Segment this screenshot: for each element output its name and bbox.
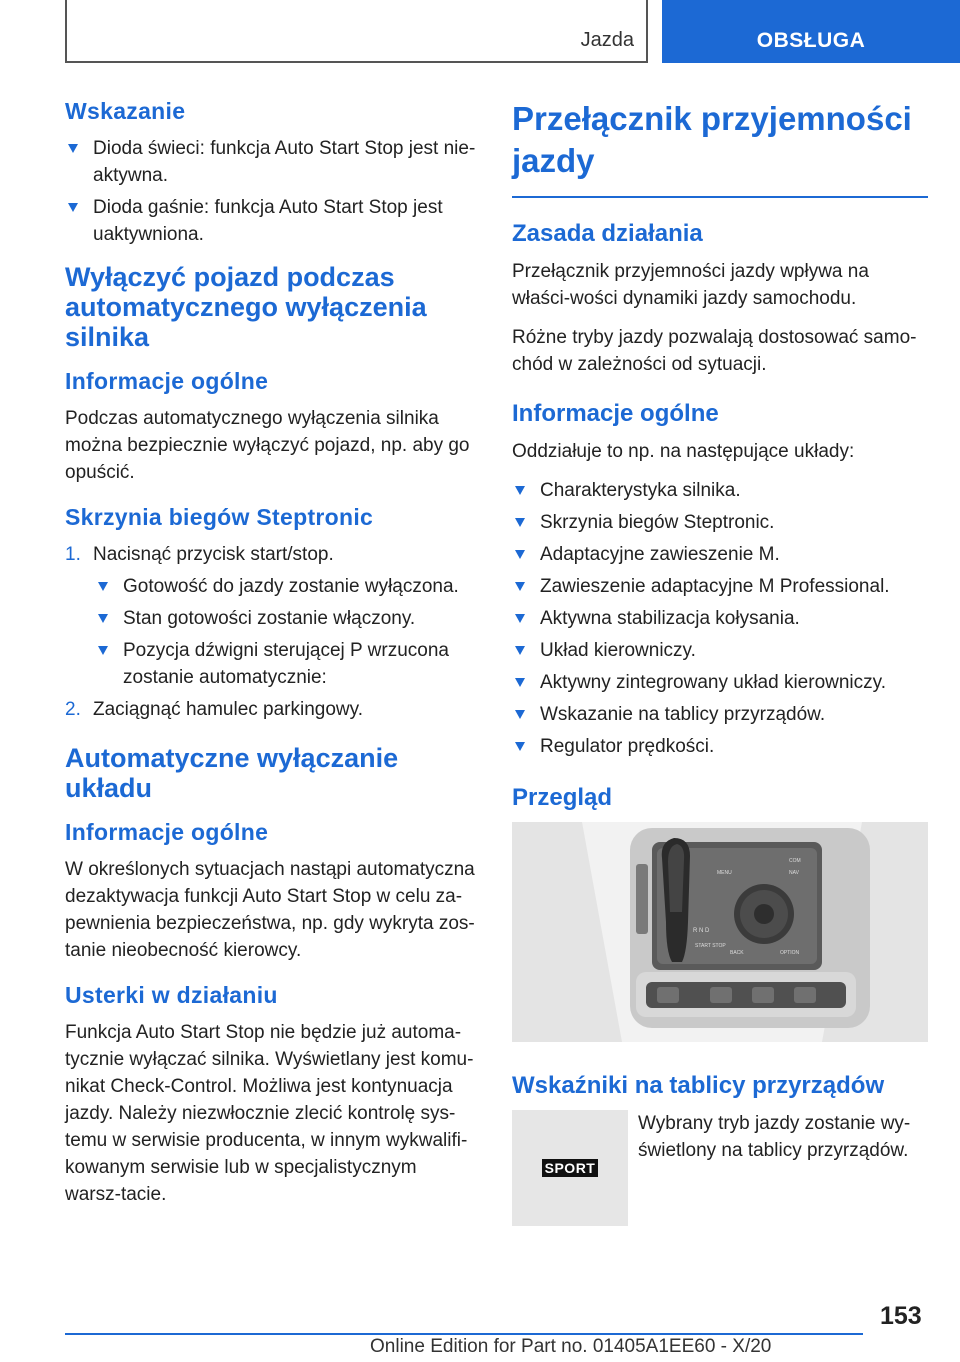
usterki-text: Funkcja Auto Start Stop nie będzie już automa-tycznie wyłączać silnika. Wyświetlany jest komu-nikat Check-Control. Możliwa jest kontynuacja jazdy. Należy niezwłocznie zlecić kontrolę sys-temu w serwisie producenta, w innym wykwalifi-kowanym serwisie lub w specjalistycznym warsz-tacie.	[65, 1022, 474, 1205]
list-item	[512, 669, 928, 696]
triangle-bullet-icon	[98, 646, 108, 655]
steptronic-heading: Skrzynia biegów Steptronic	[65, 504, 374, 530]
list-item-text: Charakterystyka silnika.	[540, 480, 741, 501]
header-section-box	[65, 0, 648, 63]
list-item	[65, 637, 477, 691]
step-item	[65, 696, 477, 723]
list-item	[512, 605, 928, 632]
step-number: 1.	[65, 544, 81, 565]
wskazniki-text: Wybrany tryb jazdy zostanie wy-świetlony na tablicy przyrządów.	[638, 1113, 911, 1161]
wylaczyc-heading: Wyłączyć pojazd podczas automatycznego wyłączenia silnika	[65, 262, 427, 352]
sport-badge: SPORT	[542, 1159, 599, 1177]
zasada-text-1: Przełącznik przyjemności jazdy wpływa na właści-wości dynamiki jazdy samochodu.	[512, 261, 869, 309]
zasada-text-2: Różne tryby jazdy pozwalają dostosować samo-chód w zależności od sytuacji.	[512, 327, 917, 375]
triangle-bullet-icon	[515, 710, 525, 719]
przeglad-heading: Przegląd	[512, 784, 613, 811]
triangle-bullet-icon	[68, 144, 78, 153]
auto-off-heading: Automatyczne wyłączanie układu	[65, 743, 399, 803]
usterki-heading: Usterki w działaniu	[65, 982, 278, 1008]
triangle-bullet-icon	[68, 203, 78, 212]
back-label: BACK	[730, 950, 744, 956]
left-column	[65, 98, 477, 1220]
list-item-text: Adaptacyjne zawieszenie M.	[540, 544, 780, 565]
list-item-text: Dioda świeci: funkcja Auto Start Stop jest nie-aktywna.	[93, 138, 476, 186]
auto-off-subheading: Informacje ogólne	[65, 819, 269, 845]
com-label: COM	[789, 858, 801, 864]
list-item-text: Pozycja dźwigni sterującej P wrzucona zostanie automatycznie:	[123, 640, 449, 688]
center-console-image	[512, 822, 928, 1042]
info-list	[512, 477, 928, 760]
right-column	[512, 98, 928, 1226]
wskazanie-list	[65, 135, 477, 248]
header-tab: OBSŁUGA	[662, 0, 960, 63]
list-item	[512, 573, 928, 600]
wskazniki-heading: Wskaźniki na tablicy przyrządów	[512, 1072, 885, 1099]
triangle-bullet-icon	[515, 646, 525, 655]
footer-rule	[65, 1333, 863, 1335]
list-item-text: Układ kierowniczy.	[540, 640, 696, 661]
wskazanie-heading: Wskazanie	[65, 98, 186, 124]
wylaczyc-subheading: Informacje ogólne	[65, 368, 269, 394]
list-item-text: Aktywna stabilizacja kołysania.	[540, 608, 800, 629]
info-heading: Informacje ogólne	[512, 400, 719, 427]
list-item-text: Regulator prędkości.	[540, 736, 715, 757]
list-item	[65, 573, 477, 600]
page-number: 153	[880, 1302, 922, 1330]
gear-labels: R N D	[693, 928, 710, 934]
step-item	[65, 541, 477, 568]
list-item	[65, 135, 477, 189]
steptronic-steps	[65, 541, 477, 723]
menu-label: MENU	[717, 870, 732, 876]
triangle-bullet-icon	[515, 486, 525, 495]
page-title: Przełącznik przyjemności jazdy	[512, 100, 912, 179]
header-section-label: Jazda	[580, 29, 634, 51]
list-item	[512, 541, 928, 568]
indicator-row	[512, 1110, 928, 1226]
wylaczyc-text: Podczas automatycznego wyłączenia silnika można bezpiecznie wyłączyć pojazd, np. aby go opuścić.	[65, 408, 470, 483]
list-item	[512, 733, 928, 760]
info-intro: Oddziałuje to np. na następujące układy:	[512, 441, 855, 462]
option-label: OPTION	[780, 950, 800, 956]
title-rule	[512, 196, 928, 198]
step-number: 2.	[65, 699, 81, 720]
triangle-bullet-icon	[515, 614, 525, 623]
list-item-text: Wskazanie na tablicy przyrządów.	[540, 704, 826, 725]
triangle-bullet-icon	[98, 582, 108, 591]
list-item-text: Stan gotowości zostanie włączony.	[123, 608, 416, 629]
list-item	[512, 477, 928, 504]
triangle-bullet-icon	[98, 614, 108, 623]
footer-edition: Online Edition for Part no. 01405A1EE60 - X/20	[370, 1336, 772, 1357]
list-item-text: Zawieszenie adaptacyjne M Professional.	[540, 576, 890, 597]
list-item	[65, 605, 477, 632]
triangle-bullet-icon	[515, 518, 525, 527]
list-item-text: Dioda gaśnie: funkcja Auto Start Stop jest uaktywniona.	[93, 197, 443, 245]
triangle-bullet-icon	[515, 742, 525, 751]
step-text: Nacisnąć przycisk start/stop.	[93, 544, 334, 565]
step-text: Zaciągnąć hamulec parkingowy.	[93, 699, 364, 720]
sport-indicator-image	[512, 1110, 628, 1226]
list-item	[65, 194, 477, 248]
list-item	[512, 701, 928, 728]
auto-off-text: W określonych sytuacjach nastąpi automatyczna dezaktywacja funkcji Auto Start Stop w celu za-pewnienia bezpieczeństwa, np. gdy wykryta zos-tanie nieobecność kierowcy.	[65, 859, 475, 961]
zasada-heading: Zasada działania	[512, 220, 703, 247]
triangle-bullet-icon	[515, 678, 525, 687]
triangle-bullet-icon	[515, 550, 525, 559]
list-item-text: Gotowość do jazdy zostanie wyłączona.	[123, 576, 459, 597]
list-item	[512, 637, 928, 664]
list-item-text: Aktywny zintegrowany układ kierowniczy.	[540, 672, 887, 693]
start-stop-label: START STOP	[695, 943, 726, 949]
triangle-bullet-icon	[515, 582, 525, 591]
nav-label: NAV	[789, 870, 799, 876]
list-item	[512, 509, 928, 536]
list-item-text: Skrzynia biegów Steptronic.	[540, 512, 775, 533]
